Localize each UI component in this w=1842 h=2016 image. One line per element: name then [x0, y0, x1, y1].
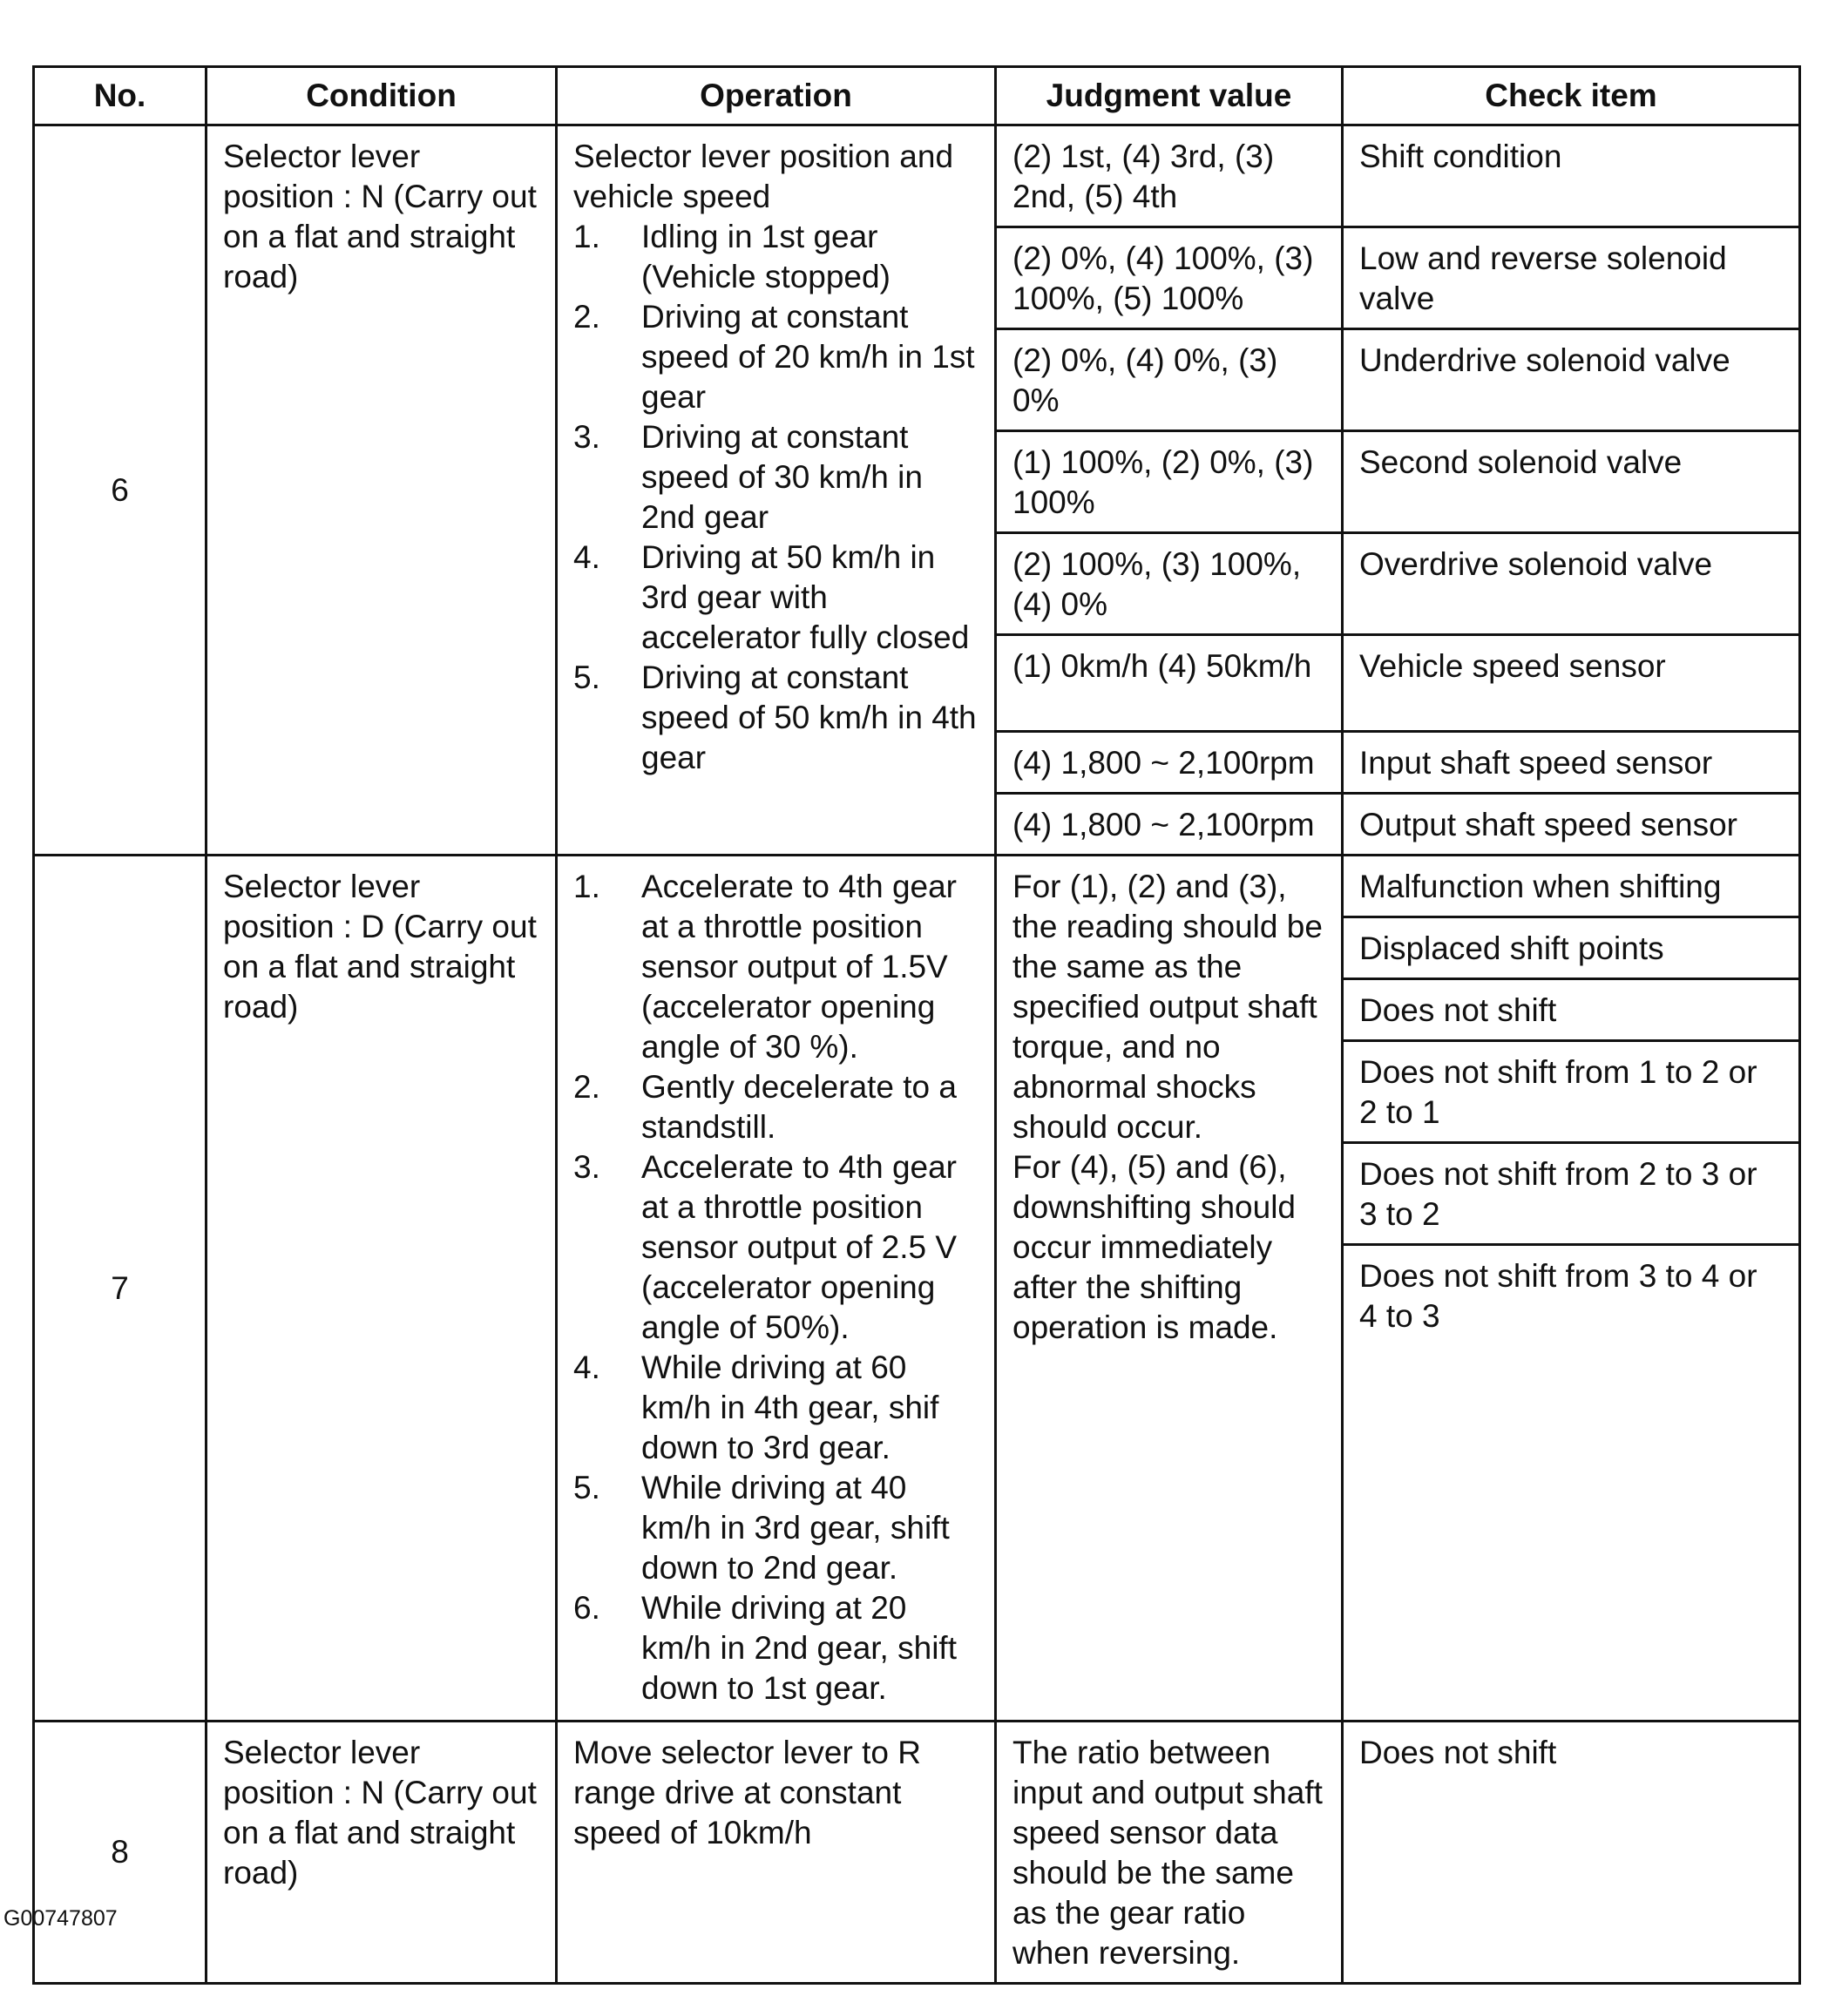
- table-row: [34, 125, 1800, 227]
- header-row: [34, 67, 1800, 125]
- judgment-cell: (2) 100%, (3) 100%, (4) 0%: [996, 533, 1343, 635]
- check-item-cell: Shift condition: [1343, 125, 1800, 227]
- list-item: 3. Accelerate to 4th gear at a throttle position sensor output of 2.5 V (accelerator opening angle of 50%).: [573, 1149, 958, 1345]
- check-item-cell: Low and reverse solenoid valve: [1343, 227, 1800, 329]
- list-item: 1. Accelerate to 4th gear at a throttle position sensor output of 1.5V (accelerator opening angle of 30 %).: [573, 869, 957, 1065]
- condition-cell: Selector lever position : N (Carry out on a flat and straight road): [207, 1722, 557, 1984]
- header-no: No.: [34, 67, 207, 125]
- judgment-cell: (2) 0%, (4) 100%, (3) 100%, (5) 100%: [996, 227, 1343, 329]
- list-item: 2. Gently decelerate to a standstill.: [573, 1069, 957, 1145]
- table-row: [34, 856, 1800, 917]
- table-row: [34, 1722, 1800, 1984]
- judgment-cell: (2) 1st, (4) 3rd, (3) 2nd, (5) 4th: [996, 125, 1343, 227]
- list-item: 4. Driving at 50 km/h in 3rd gear with accelerator fully closed: [573, 539, 970, 655]
- row-number: 7: [34, 856, 207, 1722]
- inspection-table: [32, 65, 1801, 1985]
- list-item: 5. While driving at 40 km/h in 3rd gear, shift down to 2nd gear.: [573, 1470, 950, 1586]
- operation-steps: [573, 217, 979, 778]
- list-item: 3. Driving at constant speed of 30 km/h in 2nd gear: [573, 419, 923, 535]
- check-item-cell: Does not shift: [1343, 1722, 1800, 1984]
- judgment-cell: [996, 856, 1343, 1722]
- operation-intro: Selector lever position and vehicle speed: [573, 139, 954, 214]
- judgment-cell: The ratio between input and output shaft speed sensor data should be the same as the gear ratio when reversing.: [996, 1722, 1343, 1984]
- check-item-cell: Input shaft speed sensor: [1343, 732, 1800, 794]
- list-item: 1. Idling in 1st gear (Vehicle stopped): [573, 219, 891, 294]
- list-item: 2. Driving at constant speed of 20 km/h in 1st gear: [573, 299, 975, 415]
- row-number: 8: [34, 1722, 207, 1984]
- judgment-cell: (1) 0km/h (4) 50km/h: [996, 635, 1343, 732]
- check-item-cell: Displaced shift points: [1343, 917, 1800, 979]
- header-operation: Operation: [557, 67, 996, 125]
- figure-id: G00747807: [3, 1906, 118, 1931]
- check-item-cell: Output shaft speed sensor: [1343, 794, 1800, 856]
- judgment-text-a: For (1), (2) and (3), the reading should be the same as the specified output shaft torque, and no abnormal shocks should occur.: [1012, 869, 1323, 1145]
- check-item-cell: Does not shift from 2 to 3 or 3 to 2: [1343, 1143, 1800, 1245]
- check-item-cell: Does not shift: [1343, 979, 1800, 1041]
- inspection-table-document: [32, 65, 1798, 1985]
- check-item-cell: Does not shift from 1 to 2 or 2 to 1: [1343, 1041, 1800, 1143]
- header-condition: Condition: [207, 67, 557, 125]
- operation-cell: Move selector lever to R range drive at constant speed of 10km/h: [557, 1722, 996, 1984]
- operation-steps: [573, 867, 979, 1708]
- check-item-cell: Vehicle speed sensor: [1343, 635, 1800, 732]
- check-item-cell: Underdrive solenoid valve: [1343, 329, 1800, 431]
- operation-cell: [557, 856, 996, 1722]
- row-number: 6: [34, 125, 207, 856]
- list-item: 4. While driving at 60 km/h in 4th gear, shif down to 3rd gear.: [573, 1350, 939, 1465]
- check-item-cell: Second solenoid valve: [1343, 431, 1800, 533]
- judgment-text-b: For (4), (5) and (6), downshifting should occur immediately after the shifting operation is made.: [1012, 1149, 1296, 1345]
- header-check-item: Check item: [1343, 67, 1800, 125]
- check-item-cell: Malfunction when shifting: [1343, 856, 1800, 917]
- judgment-cell: (2) 0%, (4) 0%, (3) 0%: [996, 329, 1343, 431]
- list-item: 6. While driving at 20 km/h in 2nd gear, shift down to 1st gear.: [573, 1590, 957, 1706]
- condition-cell: Selector lever position : N (Carry out on a flat and straight road): [207, 125, 557, 856]
- check-item-cell: Does not shift from 3 to 4 or 4 to 3: [1343, 1245, 1800, 1722]
- header-judgment-value: Judgment value: [996, 67, 1343, 125]
- list-item: 5. Driving at constant speed of 50 km/h in 4th gear: [573, 660, 977, 775]
- check-item-cell: Overdrive solenoid valve: [1343, 533, 1800, 635]
- judgment-cell: (1) 100%, (2) 0%, (3) 100%: [996, 431, 1343, 533]
- judgment-cell: (4) 1,800 ~ 2,100rpm: [996, 794, 1343, 856]
- operation-cell: [557, 125, 996, 856]
- judgment-cell: (4) 1,800 ~ 2,100rpm: [996, 732, 1343, 794]
- condition-cell: Selector lever position : D (Carry out on a flat and straight road): [207, 856, 557, 1722]
